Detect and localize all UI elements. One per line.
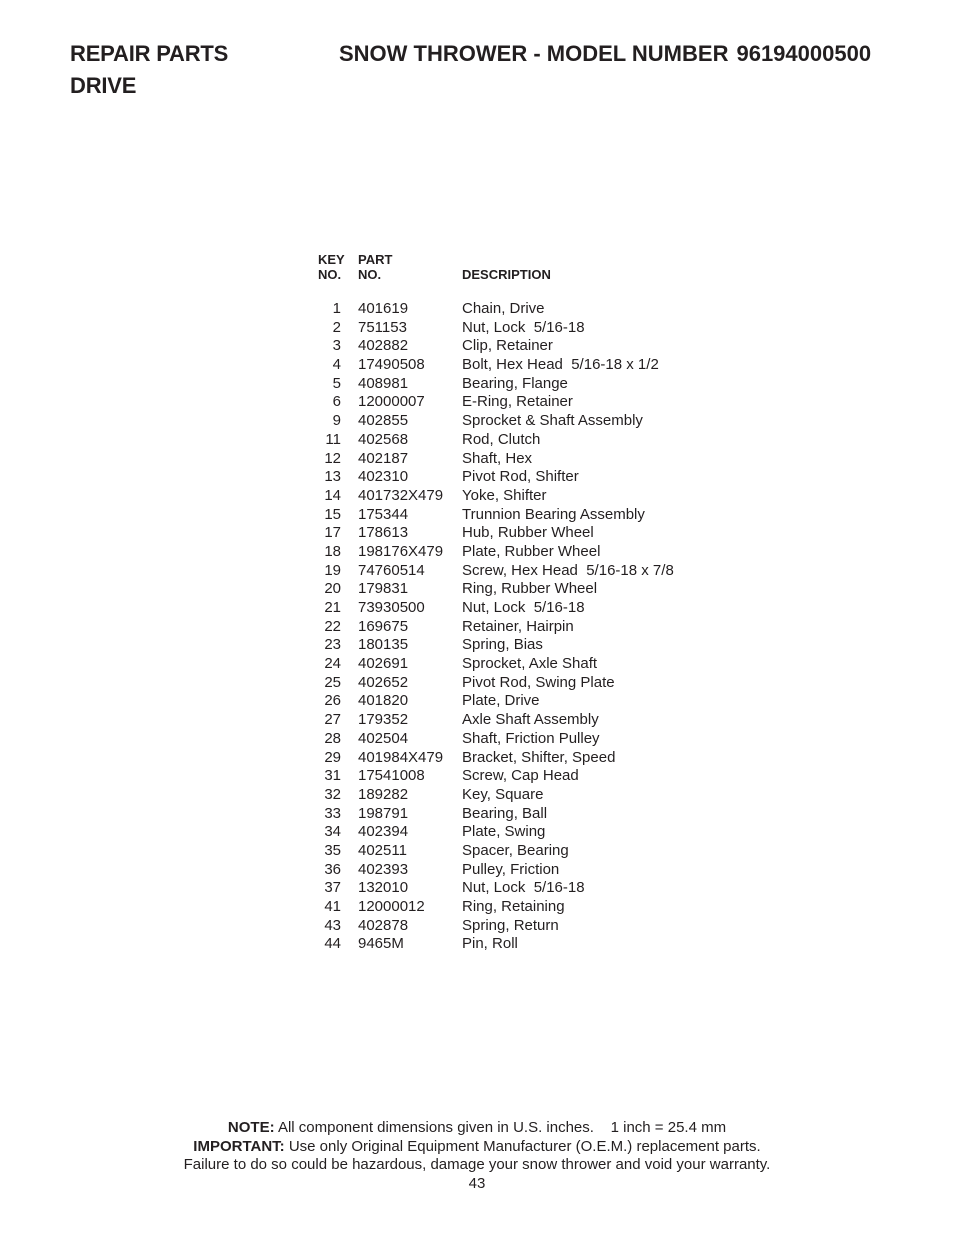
- key-no: 33: [324, 804, 341, 822]
- key-no: 44: [324, 935, 341, 953]
- description: Key, Square: [462, 785, 544, 803]
- important-label: IMPORTANT:: [193, 1137, 285, 1155]
- part-no: 402878: [358, 916, 409, 934]
- footer-notes: [0, 1119, 954, 1193]
- key-no: 41: [324, 898, 341, 915]
- description: Rod, Clutch: [462, 430, 541, 448]
- description: Axle Shaft Assembly: [462, 711, 599, 729]
- note-text: All component dimensions given in U.S. inches. 1 inch = 25.4 mm: [277, 1119, 727, 1136]
- key-no: 32: [324, 785, 341, 803]
- key-no: 19: [324, 561, 341, 579]
- part-no: 402394: [358, 823, 409, 841]
- description: Pivot Rod, Swing Plate: [462, 673, 615, 691]
- key-no: 14: [324, 486, 341, 504]
- part-no: 169675: [358, 617, 409, 635]
- part-no: 402855: [358, 412, 409, 430]
- key-no: 37: [324, 879, 341, 897]
- part-no: 402511: [358, 841, 407, 859]
- key-no: 24: [324, 655, 341, 673]
- part-no: 178613: [358, 524, 409, 542]
- part-no: 179352: [358, 711, 409, 729]
- part-no: 73930500: [358, 599, 425, 616]
- key-no: 5: [332, 374, 341, 392]
- key-no: 22: [324, 617, 341, 635]
- key-no: 1: [332, 300, 341, 317]
- description: Plate, Drive: [462, 692, 540, 710]
- part-no-header: PART NO.: [358, 252, 393, 282]
- key-no: 21: [324, 599, 341, 616]
- part-no: 12000007: [358, 393, 425, 411]
- description-header: DESCRIPTION: [462, 267, 551, 282]
- key-no: 3: [332, 337, 341, 355]
- key-no: 36: [324, 860, 341, 878]
- description: Nut, Lock 5/16-18: [462, 318, 585, 336]
- description: Nut, Lock 5/16-18: [462, 879, 585, 897]
- description: Screw, Cap Head: [462, 767, 579, 785]
- description: Bracket, Shifter, Speed: [462, 748, 616, 766]
- description: Plate, Rubber Wheel: [462, 542, 601, 560]
- part-no: 401619: [358, 300, 409, 317]
- note-line: [0, 1119, 954, 1138]
- key-no: 2: [332, 318, 341, 336]
- description: Bolt, Hex Head 5/16-18 x 1/2: [462, 356, 659, 374]
- part-no: 198791: [358, 804, 409, 822]
- part-no: 175344: [358, 505, 409, 523]
- key-no: 18: [324, 542, 341, 560]
- key-no: 26: [324, 692, 341, 710]
- part-no: 9465M: [358, 935, 404, 953]
- part-no: 401820: [358, 692, 409, 710]
- description: Spring, Return: [462, 916, 559, 934]
- key-no: 43: [324, 916, 341, 934]
- description: Retainer, Hairpin: [462, 617, 574, 635]
- part-no: 74760514: [358, 561, 425, 579]
- key-no: 15: [324, 505, 341, 523]
- key-no-header: KEY NO.: [318, 252, 345, 282]
- description: Spacer, Bearing: [462, 841, 569, 859]
- part-no: 751153: [358, 318, 407, 336]
- part-no: 408981: [358, 374, 409, 392]
- key-no: 23: [324, 636, 341, 654]
- key-no: 25: [324, 673, 341, 691]
- key-no: 17: [324, 524, 341, 542]
- part-no: 402504: [358, 729, 409, 747]
- section-heading: [70, 38, 228, 102]
- description: Hub, Rubber Wheel: [462, 524, 594, 542]
- key-no: 27: [324, 711, 341, 729]
- model-number: 96194000500: [736, 41, 872, 66]
- part-no: 198176X479: [358, 542, 444, 560]
- key-no: 29: [324, 748, 341, 766]
- note-label: NOTE:: [227, 1119, 275, 1136]
- important-text: Use only Original Equipment Manufacturer (O.E.M.) replacement parts.: [288, 1137, 761, 1155]
- key-no: 4: [332, 356, 341, 374]
- section-title: REPAIR PARTS: [70, 41, 229, 66]
- part-no: 402882: [358, 337, 409, 355]
- description: Shaft, Friction Pulley: [462, 729, 600, 747]
- part-no: 401732X479: [358, 486, 444, 504]
- model-title: SNOW THROWER - MODEL NUMBER: [339, 41, 729, 66]
- description: Plate, Swing: [462, 823, 546, 841]
- part-no: 17490508: [358, 356, 425, 374]
- description: Nut, Lock 5/16-18: [462, 599, 585, 616]
- page-title: [339, 38, 871, 70]
- description: Chain, Drive: [462, 300, 545, 317]
- part-no: 402187: [358, 449, 409, 467]
- page-number: 43: [468, 1174, 486, 1192]
- important-line: [0, 1138, 954, 1157]
- subsection-title: DRIVE: [70, 73, 137, 98]
- description: Bearing, Ball: [462, 804, 548, 822]
- key-no: 13: [324, 468, 341, 486]
- part-no: 189282: [358, 785, 409, 803]
- description: Pivot Rod, Shifter: [462, 468, 579, 486]
- part-no: 402652: [358, 673, 409, 691]
- description: Trunnion Bearing Assembly: [462, 505, 645, 523]
- part-no: 402568: [358, 430, 409, 448]
- description: Shaft, Hex: [462, 449, 533, 467]
- description: Ring, Retaining: [462, 898, 565, 915]
- part-no: 12000012: [358, 898, 425, 915]
- key-no: 35: [324, 841, 341, 859]
- key-no: 12: [324, 449, 341, 467]
- key-no: 9: [332, 412, 341, 430]
- description: Pin, Roll: [462, 935, 518, 953]
- description: Spring, Bias: [462, 636, 543, 654]
- part-no: 402310: [358, 468, 409, 486]
- description: Ring, Rubber Wheel: [462, 580, 598, 598]
- description: Pulley, Friction: [462, 860, 560, 878]
- key-no: 11: [325, 430, 341, 448]
- part-no: 179831: [358, 580, 409, 598]
- description: Sprocket & Shaft Assembly: [462, 412, 643, 430]
- part-no: 132010: [358, 879, 409, 897]
- key-no: 31: [324, 767, 341, 785]
- part-no: 401984X479: [358, 748, 444, 766]
- description: E-Ring, Retainer: [462, 393, 573, 411]
- part-no: 402393: [358, 860, 409, 878]
- description: Yoke, Shifter: [462, 486, 547, 504]
- description: Sprocket, Axle Shaft: [462, 655, 598, 673]
- warning-line: Failure to do so could be hazardous, damage your snow thrower and void your warranty.: [183, 1156, 771, 1173]
- part-no: 17541008: [358, 767, 425, 785]
- description: Screw, Hex Head 5/16-18 x 7/8: [462, 561, 674, 579]
- key-no: 34: [324, 823, 341, 841]
- description: Clip, Retainer: [462, 337, 553, 355]
- part-no: 180135: [358, 636, 409, 654]
- part-no: 402691: [358, 655, 409, 673]
- key-no: 20: [324, 580, 341, 598]
- key-no: 28: [324, 729, 341, 747]
- key-no: 6: [332, 393, 341, 411]
- description: Bearing, Flange: [462, 374, 568, 392]
